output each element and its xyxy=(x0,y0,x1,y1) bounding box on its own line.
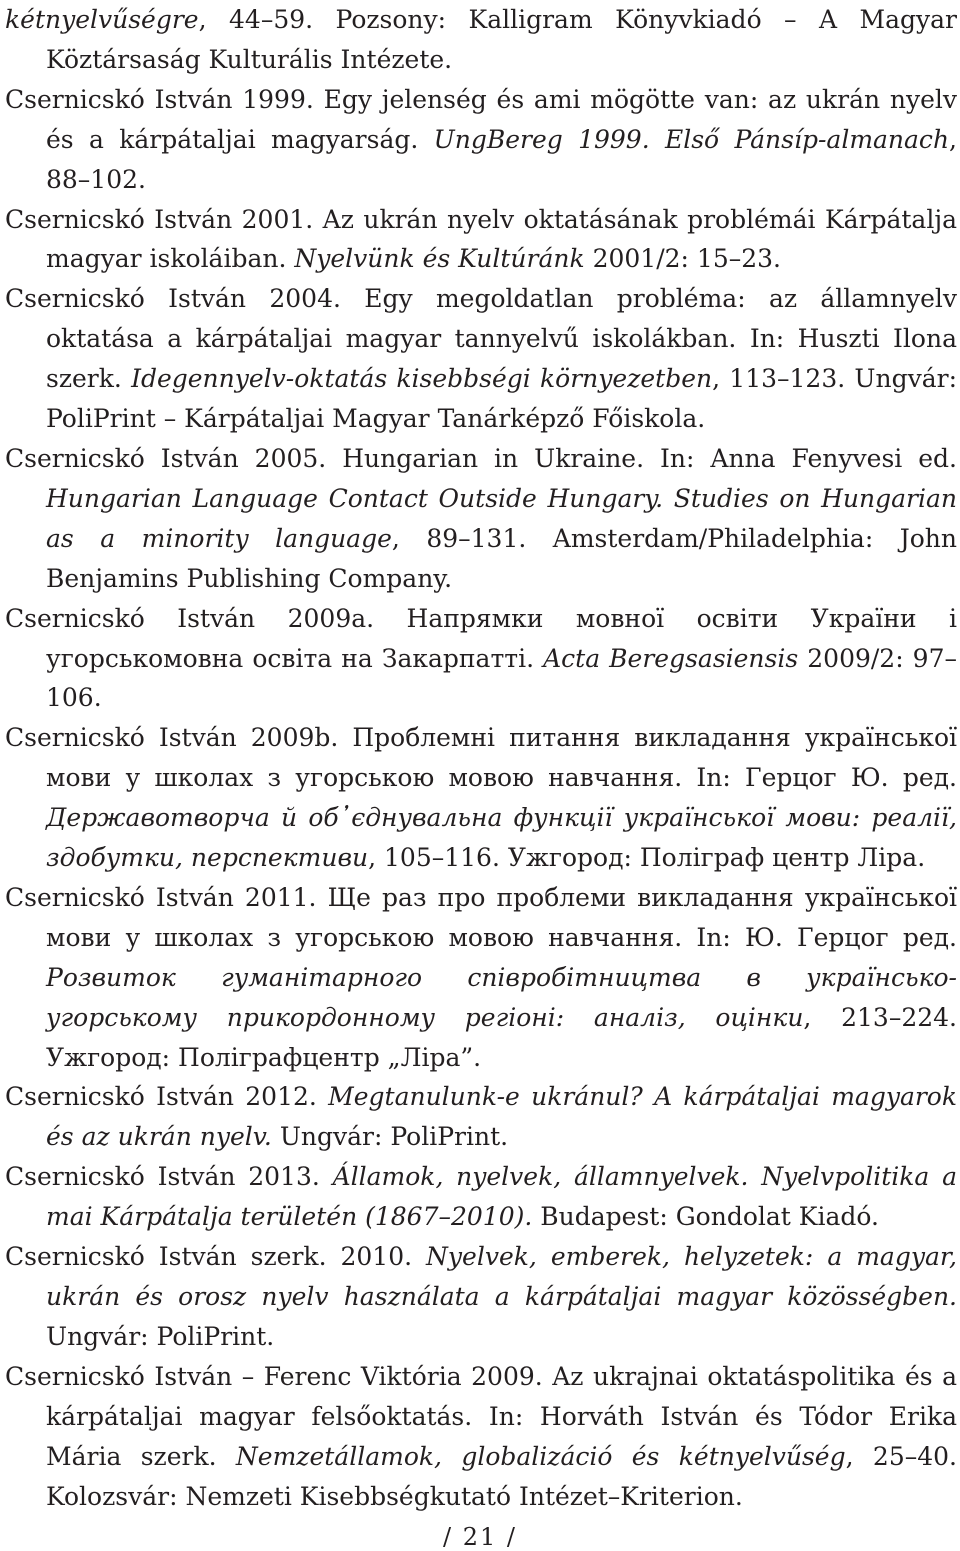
entry-text: , 25–40. Kolozsvár: Nemzeti Kisebbségkutató Intézet–Kriterion. xyxy=(46,1441,957,1511)
bibliography-entry xyxy=(5,878,957,1078)
entry-text: , 105–116. Ужгород: Поліграф центр Ліра. xyxy=(368,843,926,873)
entry-text: 2009/2: 97–106. xyxy=(46,643,957,713)
entry-text: Ungvár: PoliPrint. xyxy=(271,1122,509,1152)
entry-text: Csernicskó István 2001. Az ukrán nyelv oktatásának problémái Kárpátalja magyar iskoláiban. xyxy=(5,204,957,274)
entry-title-italic: Розвиток гуманітарного співробітництва в українсько-угорському прикордонному регіоні: аналіз, оцінки xyxy=(46,962,957,1032)
entry-title-italic: UngBereg 1999. Első Pánsíp-almanach xyxy=(433,124,950,154)
entry-text: , 113–123. Ungvár: PoliPrint – Kárpátaljai Magyar Tanárképző Főiskola. xyxy=(46,364,957,434)
entry-text: 2001/2: 15–23. xyxy=(584,244,781,274)
bibliography-entry xyxy=(5,1157,957,1237)
entry-title-italic: Megtanulunk-e ukránul? A kárpátaljai magyarok és az ukrán nyelv. xyxy=(46,1082,957,1152)
entry-text: Csernicskó István 2009b. Проблемні питання викладання української мови у школах з угорською мовою навчання. In: Герцог Ю. ред. xyxy=(5,723,957,793)
entry-title-italic: Államok, nyelvek, államnyelvek. Nyelvpolitika a mai Kárpátalja területén (1867–2010). xyxy=(46,1162,957,1232)
bibliography-entry xyxy=(5,1077,957,1157)
bibliography-entry xyxy=(5,80,957,200)
entry-title-italic: kétnyelvűségre xyxy=(5,5,199,34)
entry-title-italic: Державотворча й об᾽єднувальна функції української мови: реалії, здобутки, перспективи xyxy=(46,803,957,873)
entry-text: , 213–224. Ужгород: Поліграфцентр „Ліра”. xyxy=(46,1002,957,1072)
bibliography-entry xyxy=(5,200,957,280)
entry-title-italic: Nyelvek, emberek, helyzetek: a magyar, ukrán és orosz nyelv használata a kárpátaljai magyar közösségben. xyxy=(46,1242,957,1311)
entry-title-italic: Nyelvünk és Kultúránk xyxy=(294,244,585,274)
bibliography-entry xyxy=(5,279,957,439)
entry-text: Budapest: Gondolat Kiadó. xyxy=(532,1202,879,1232)
entry-title-italic: Nemzetállamok, globalizáció és kétnyelvűség xyxy=(235,1441,846,1471)
entry-title-italic: Acta Beregsasiensis xyxy=(543,643,799,673)
bibliography-entry xyxy=(5,439,957,599)
bibliography-entry xyxy=(5,1237,957,1357)
bibliography-entry xyxy=(5,718,957,878)
entry-text: Csernicskó István 2012. xyxy=(5,1082,329,1112)
entry-text: Csernicskó István 2005. Hungarian in Ukraine. In: Anna Fenyvesi ed. xyxy=(5,443,957,473)
entry-text: Csernicskó István 2004. Egy megoldatlan probléma: az államnyelv oktatása a kárpátaljai magyar tannyelvű iskolákban. In: Huszti Ilona szerk. xyxy=(5,284,957,394)
entry-text: Csernicskó István 2013. xyxy=(5,1162,333,1192)
entry-text: Csernicskó István – Ferenc Viktória 2009. Az ukrajnai oktatáspolitika és a kárpátaljai magyar felsőoktatás. In: Horváth István és Tódor Erika Mária szerk. xyxy=(5,1361,957,1471)
entry-text: Csernicskó István 2009a. Напрямки мовної освіти України і угорськомовна освіта на Закарпатті. xyxy=(5,603,957,673)
page-number: / 21 / xyxy=(443,1523,517,1551)
entry-text: , 44–59. Pozsony: Kalligram Könyvkiadó – A Magyar Köztársaság Kulturális Intézete. xyxy=(46,5,957,74)
bibliography-list xyxy=(5,0,957,1516)
entry-text: Ungvár: PoliPrint. xyxy=(46,1321,275,1351)
entry-title-italic: Idegennyelv-oktatás kisebbségi környezetben xyxy=(131,364,713,394)
entry-text: , 88–102. xyxy=(46,124,957,194)
entry-text: , 89–131. Amsterdam/Philadelphia: John Benjamins Publishing Company. xyxy=(46,523,958,593)
bibliography-entry xyxy=(5,1357,957,1517)
bibliography-entry xyxy=(5,0,957,80)
entry-text: Csernicskó István 2011. Ще раз про проблеми викладання української мови у школах з угорською мовою навчання. In: Ю. Герцог ред. xyxy=(5,882,957,952)
entry-title-italic: Hungarian Language Contact Outside Hungary. Studies on Hungarian as a minority language xyxy=(46,483,957,553)
entry-text: Csernicskó István szerk. 2010. xyxy=(5,1242,427,1272)
bibliography-entry xyxy=(5,599,957,719)
entry-text: Csernicskó István 1999. Egy jelenség és ami mögötte van: az ukrán nyelv és a kárpátaljai magyarság. xyxy=(5,84,957,154)
